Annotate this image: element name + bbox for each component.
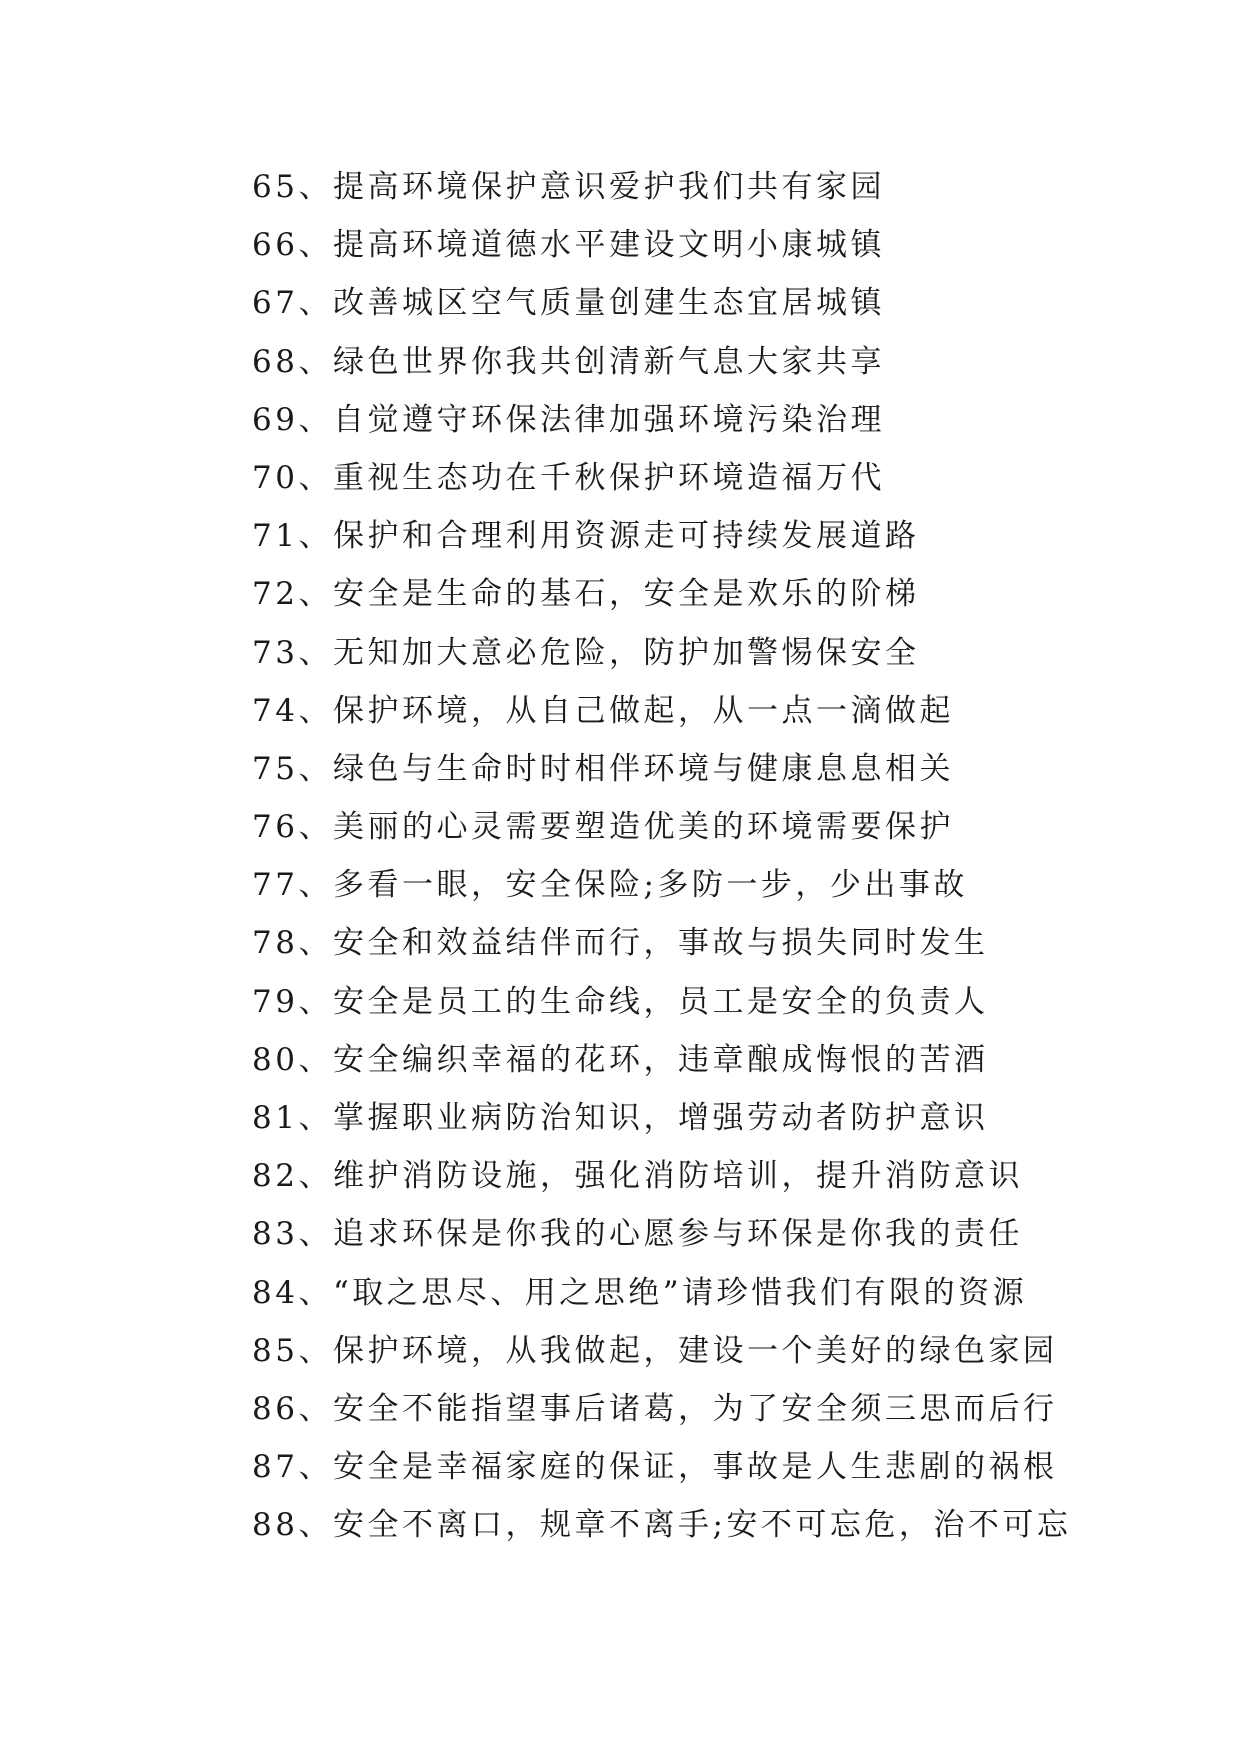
list-item: 84、“取之思尽、用之思绝”请珍惜我们有限的资源	[252, 1274, 1028, 1311]
list-item: 78、安全和效益结伴而行，事故与损失同时发生	[252, 925, 989, 962]
list-item: 73、无知加大意必危险，防护加警惕保安全	[252, 634, 920, 671]
list-item: 69、自觉遵守环保法律加强环境污染治理	[252, 401, 885, 438]
list-item: 66、提高环境道德水平建设文明小康城镇	[252, 227, 885, 264]
list-item: 81、掌握职业病防治知识，增强劳动者防护意识	[252, 1100, 989, 1136]
list-item: 71、保护和合理利用资源走可持续发展道路	[252, 518, 920, 555]
list-item: 87、安全是幸福家庭的保证，事故是人生悲剧的祸根	[252, 1449, 1058, 1486]
list-item: 88、安全不离口，规章不离手;安不可忘危，治不可忘	[252, 1507, 1072, 1544]
list-item: 70、重视生态功在千秋保护环境造福万代	[252, 459, 885, 496]
list-item: 86、安全不能指望事后诸葛，为了安全须三思而后行	[252, 1390, 1058, 1427]
list-item: 79、安全是员工的生命线，员工是安全的负责人	[252, 983, 989, 1020]
list-item: 80、安全编织幸福的花环，违章酿成悔恨的苦酒	[252, 1041, 989, 1078]
slogan-list	[252, 158, 1152, 1555]
list-item: 83、追求环保是你我的心愿参与环保是你我的责任	[252, 1216, 1023, 1253]
list-item: 82、维护消防设施，强化消防培训，提升消防意识	[252, 1158, 1023, 1195]
list-item: 67、改善城区空气质量创建生态宜居城镇	[252, 285, 885, 322]
list-item: 76、美丽的心灵需要塑造优美的环境需要保护	[252, 809, 954, 846]
list-item: 65、提高环境保护意识爱护我们共有家园	[252, 169, 885, 205]
list-item: 72、安全是生命的基石，安全是欢乐的阶梯	[252, 576, 920, 613]
list-item: 77、多看一眼，安全保险;多防一步，少出事故	[252, 867, 968, 904]
list-item: 85、保护环境，从我做起，建设一个美好的绿色家园	[252, 1332, 1058, 1369]
list-item: 68、绿色世界你我共创清新气息大家共享	[252, 343, 885, 380]
list-item: 74、保护环境，从自己做起，从一点一滴做起	[252, 692, 954, 729]
list-item: 75、绿色与生命时时相伴环境与健康息息相关	[252, 750, 954, 787]
